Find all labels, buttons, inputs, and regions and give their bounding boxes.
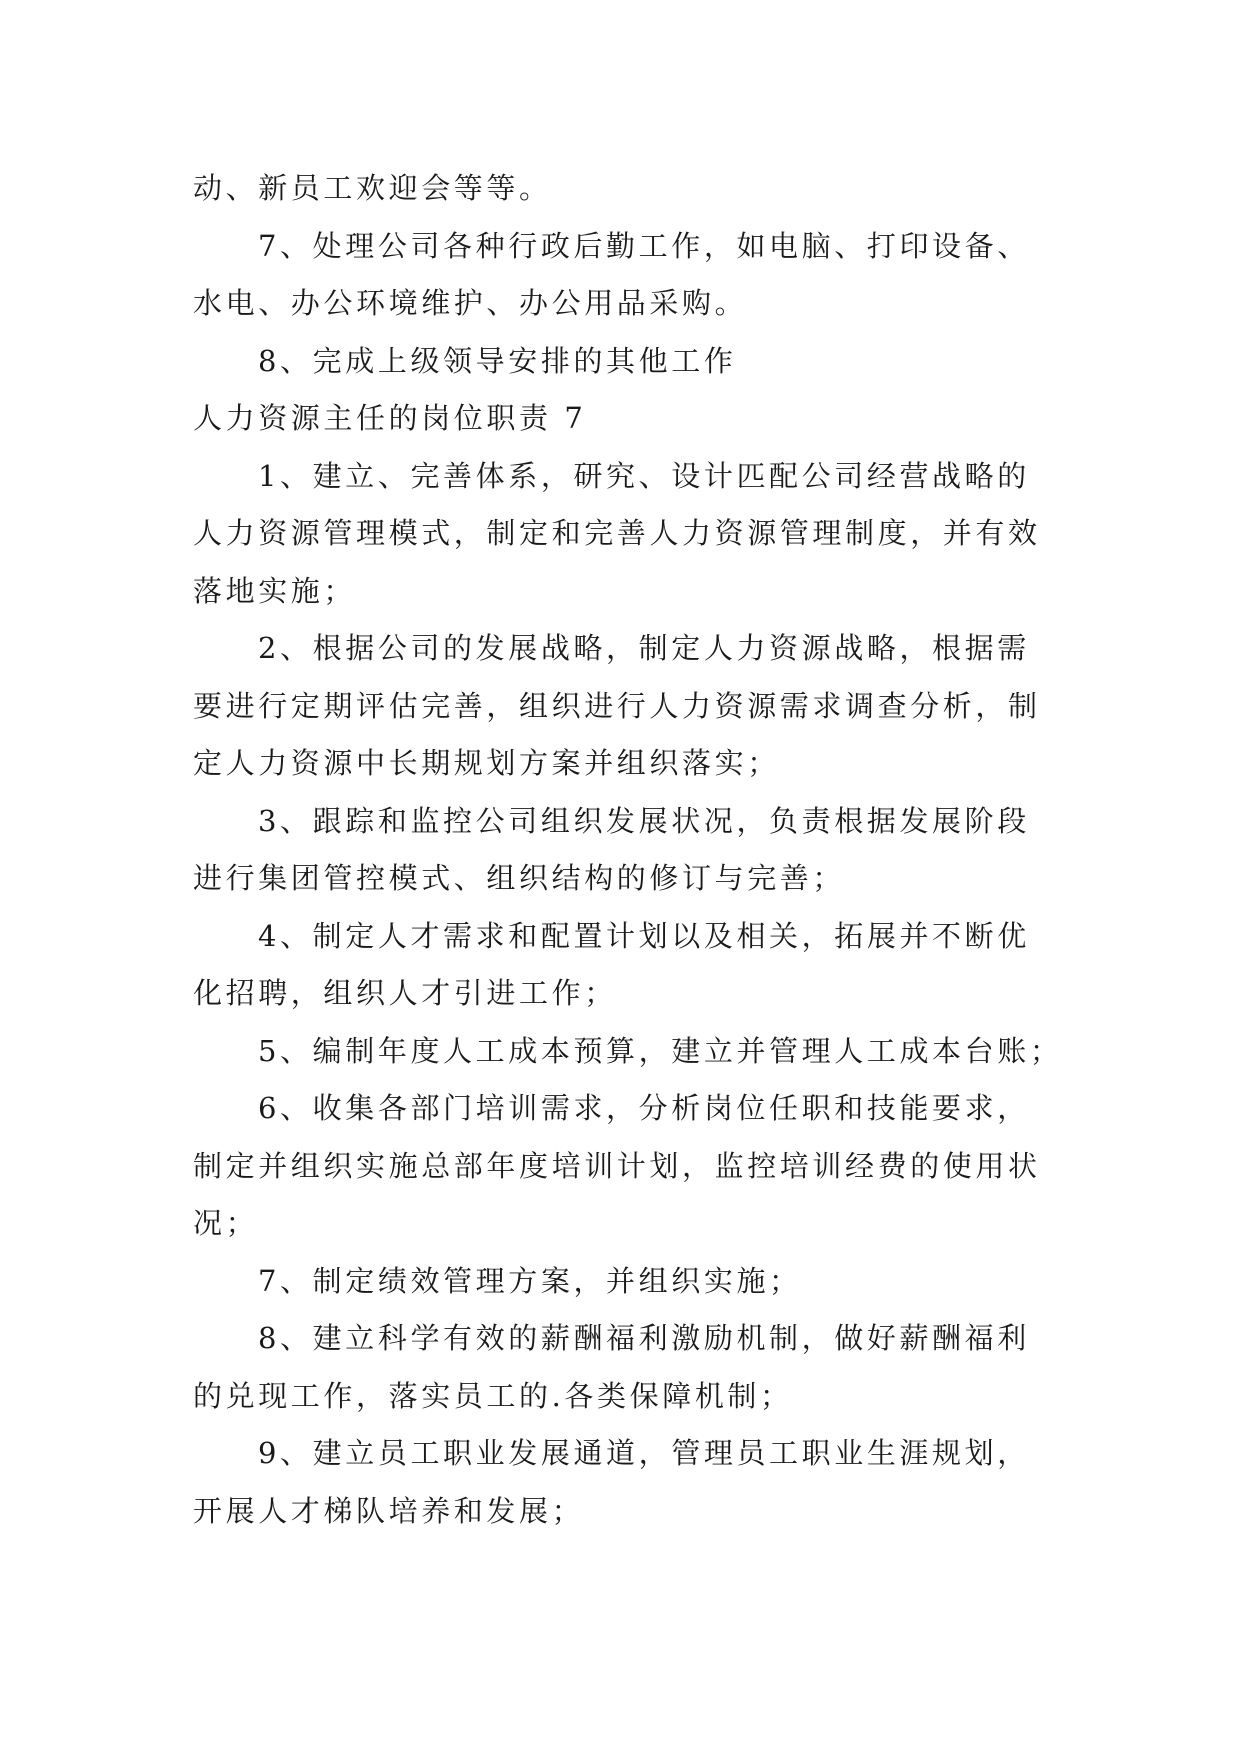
document-body (193, 160, 1073, 1540)
text-line: 开展人才梯队培养和发展； (193, 1493, 585, 1528)
text-line: 动、新员工欢迎会等等。 (193, 171, 552, 205)
text-line: 5、编制年度人工成本预算，建立并管理人工成本台账； (258, 1033, 1063, 1068)
text-line: 2、根据公司的发展战略，制定人力资源战略，根据需 (258, 631, 1030, 665)
text-line: 水电、办公环境维护、办公用品采购。 (193, 286, 748, 320)
text-line: 制定并组织实施总部年度培训计划，监控培训经费的使用状 (193, 1148, 1041, 1183)
text-line: 3、跟踪和监控公司组织发展状况，负责根据发展阶段 (258, 803, 1030, 838)
text-line: 况； (193, 1206, 259, 1240)
section-heading: 人力资源主任的岗位职责 7 (193, 401, 587, 435)
text-line: 化招聘，组织人才引进工作； (193, 976, 617, 1010)
text-line: 4、制定人才需求和配置计划以及相关，拓展并不断优 (258, 918, 1030, 953)
text-line: 9、建立员工职业发展通道，管理员工职业生涯规划， (258, 1436, 1030, 1470)
text-line: 1、建立、完善体系，研究、设计匹配公司经营战略的 (258, 458, 1030, 493)
text-line: 7、制定绩效管理方案，并组织实施； (258, 1263, 802, 1298)
text-line: 6、收集各部门培训需求，分析岗位任职和技能要求， (258, 1091, 1030, 1125)
text-line: 人力资源管理模式，制定和完善人力资源管理制度，并有效 (193, 516, 1041, 550)
text-line: 定人力资源中长期规划方案并组织落实； (193, 746, 780, 780)
text-line: 的兑现工作，落实员工的.各类保障机制； (193, 1378, 793, 1413)
text-line: 要进行定期评估完善，组织进行人力资源需求调查分析，制 (193, 688, 1041, 723)
text-line: 8、完成上级领导安排的其他工作 (258, 343, 737, 378)
text-line: 7、处理公司各种行政后勤工作，如电脑、打印设备、 (258, 228, 1030, 263)
text-line: 落地实施； (193, 573, 357, 608)
text-line: 进行集团管控模式、组织结构的修订与完善； (193, 861, 846, 895)
text-line: 8、建立科学有效的薪酬福利激励机制，做好薪酬福利 (258, 1321, 1030, 1355)
